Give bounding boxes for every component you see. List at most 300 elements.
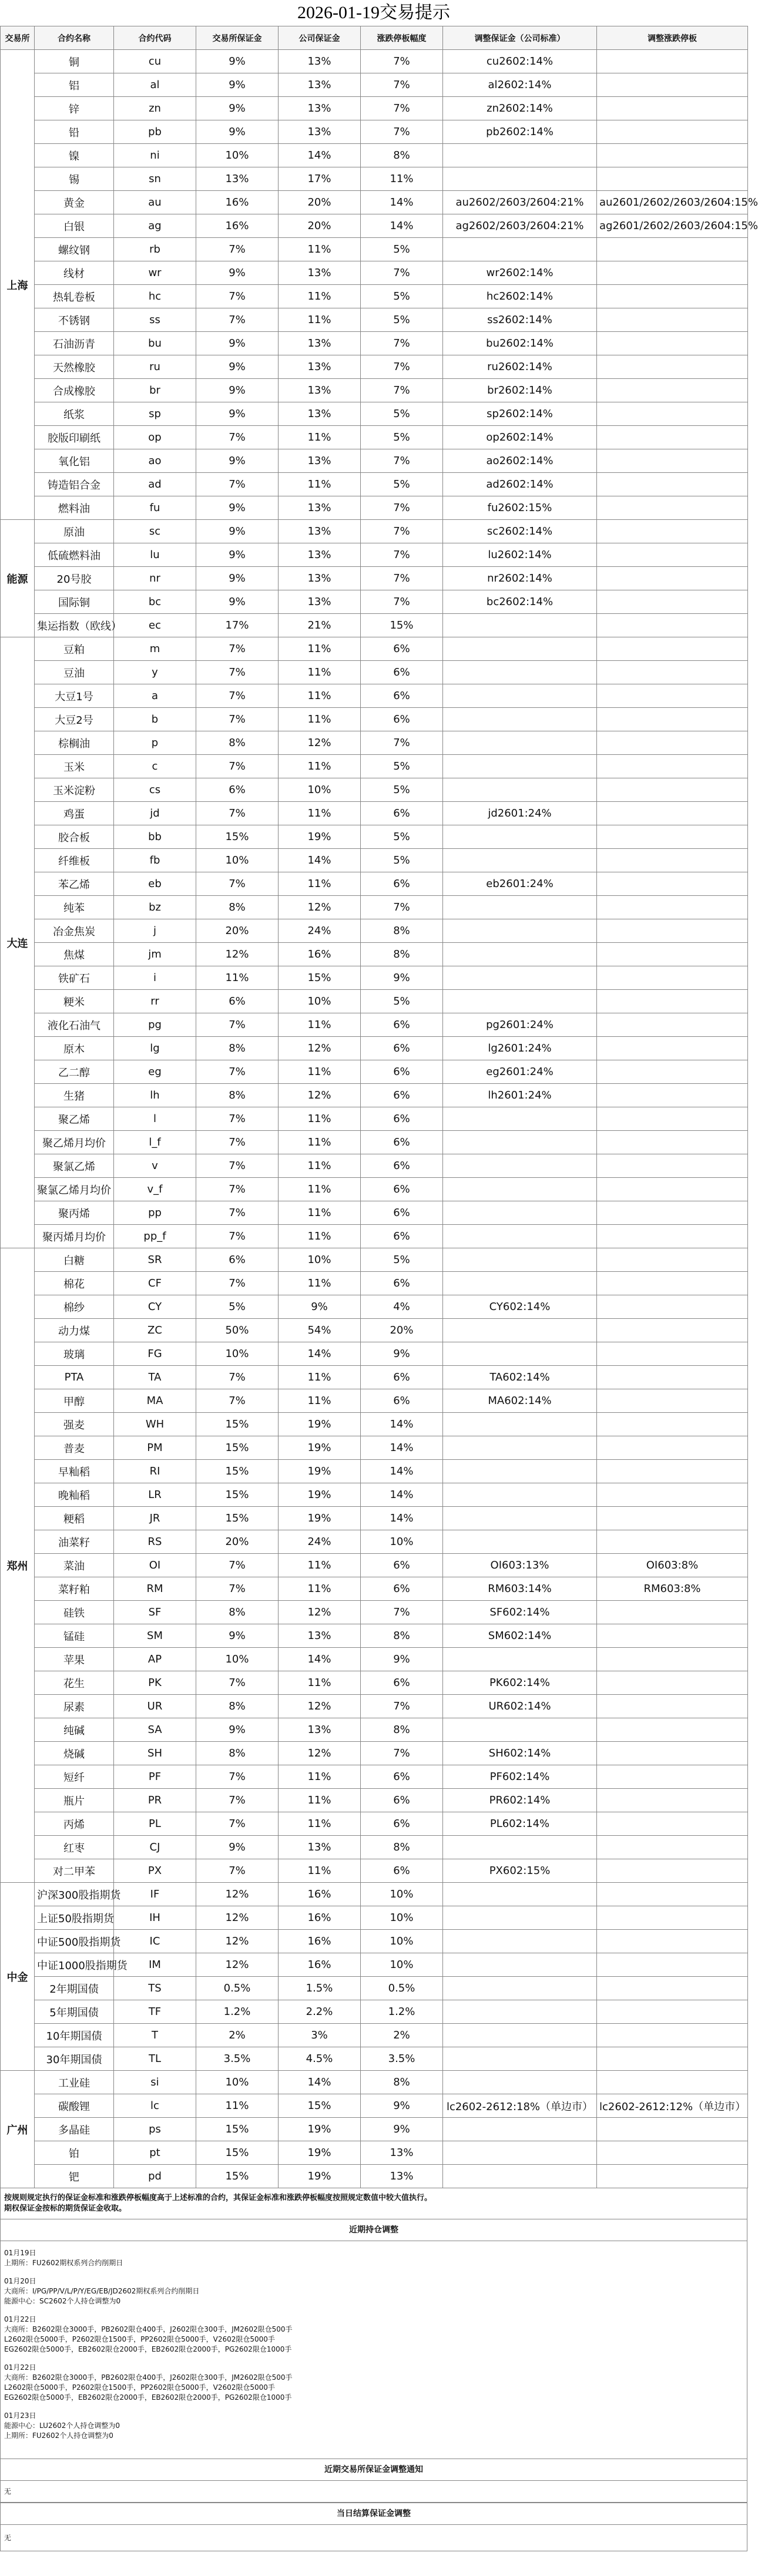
adjusted-margin-cell bbox=[443, 1272, 597, 1295]
contract-name-cell: 黄金 bbox=[35, 191, 114, 214]
contract-name-cell: 纤维板 bbox=[35, 849, 114, 872]
price-limit-cell: 7% bbox=[361, 332, 443, 355]
table-row bbox=[1, 1295, 748, 1319]
adjusted-margin-cell: fu2602:15% bbox=[443, 496, 597, 520]
price-limit-cell: 10% bbox=[361, 1530, 443, 1554]
price-limit-cell: 5% bbox=[361, 778, 443, 802]
adjusted-margin-cell bbox=[443, 1836, 597, 1859]
adjusted-margin-cell: PF602:14% bbox=[443, 1765, 597, 1789]
adjusted-margin-cell bbox=[443, 896, 597, 919]
company-margin-cell: 14% bbox=[279, 1342, 361, 1366]
recent-adjustment-line: 大商所：B2602限仓3000手，PB2602限仓400手，J2602限仓300手，JM2602限仓500手 bbox=[4, 2325, 293, 2333]
company-margin-cell: 19% bbox=[279, 1460, 361, 1483]
adjusted-margin-cell bbox=[443, 1883, 597, 1906]
adjusted-margin-cell bbox=[443, 167, 597, 191]
price-limit-cell: 14% bbox=[361, 191, 443, 214]
contract-code-cell: ni bbox=[114, 144, 196, 167]
adjusted-limit-cell bbox=[597, 567, 748, 590]
company-margin-cell: 13% bbox=[279, 402, 361, 426]
contract-code-cell: PR bbox=[114, 1789, 196, 1812]
exchange-cell: 郑州 bbox=[1, 1248, 35, 1883]
contract-name-cell: 聚丙烯月均价 bbox=[35, 1225, 114, 1248]
company-margin-cell: 11% bbox=[279, 637, 361, 661]
contract-code-cell: pt bbox=[114, 2141, 196, 2165]
table-row bbox=[1, 261, 748, 285]
exchange-margin-cell: 10% bbox=[196, 849, 279, 872]
exchange-margin-cell: 15% bbox=[196, 1413, 279, 1436]
adjusted-margin-cell bbox=[443, 919, 597, 943]
exchange-margin-cell: 11% bbox=[196, 2094, 279, 2118]
adjusted-margin-cell: cu2602:14% bbox=[443, 50, 597, 73]
exchange-margin-cell: 7% bbox=[196, 708, 279, 731]
contract-code-cell: rb bbox=[114, 238, 196, 261]
price-limit-cell: 9% bbox=[361, 2094, 443, 2118]
adjusted-limit-cell bbox=[597, 849, 748, 872]
adjusted-limit-cell bbox=[597, 1648, 748, 1671]
contract-code-cell: eb bbox=[114, 872, 196, 896]
adjusted-margin-cell bbox=[443, 2141, 597, 2165]
contract-code-cell: MA bbox=[114, 1389, 196, 1413]
exchange-margin-cell: 12% bbox=[196, 1930, 279, 1953]
price-limit-cell: 13% bbox=[361, 2141, 443, 2165]
exchange-margin-cell: 9% bbox=[196, 496, 279, 520]
contract-name-cell: 晚籼稻 bbox=[35, 1483, 114, 1507]
adjusted-margin-cell: PL602:14% bbox=[443, 1812, 597, 1836]
exchange-margin-cell: 0.5% bbox=[196, 1977, 279, 2000]
contract-code-cell: CY bbox=[114, 1295, 196, 1319]
contract-name-cell: 苹果 bbox=[35, 1648, 114, 1671]
adjusted-limit-cell bbox=[597, 1812, 748, 1836]
exchange-margin-cell: 7% bbox=[196, 802, 279, 825]
adjusted-margin-cell bbox=[443, 1718, 597, 1742]
exchange-margin-cell: 7% bbox=[196, 1765, 279, 1789]
header-contract-name: 合约名称 bbox=[35, 26, 114, 50]
adjusted-limit-cell bbox=[597, 1930, 748, 1953]
price-limit-cell: 14% bbox=[361, 1507, 443, 1530]
contract-code-cell: TA bbox=[114, 1366, 196, 1389]
adjusted-margin-cell bbox=[443, 1225, 597, 1248]
contract-name-cell: 粳米 bbox=[35, 990, 114, 1013]
table-row bbox=[1, 966, 748, 990]
exchange-margin-cell: 8% bbox=[196, 896, 279, 919]
adjusted-margin-cell bbox=[443, 1107, 597, 1131]
company-margin-cell: 11% bbox=[279, 802, 361, 825]
exchange-margin-cell: 7% bbox=[196, 1789, 279, 1812]
table-row bbox=[1, 1342, 748, 1366]
price-limit-cell: 7% bbox=[361, 261, 443, 285]
exchange-margin-cell: 15% bbox=[196, 825, 279, 849]
company-margin-cell: 13% bbox=[279, 355, 361, 379]
table-row bbox=[1, 1718, 748, 1742]
contract-name-cell: 短纤 bbox=[35, 1765, 114, 1789]
adjusted-limit-cell bbox=[597, 1460, 748, 1483]
adjusted-margin-cell bbox=[443, 2071, 597, 2094]
exchange-margin-cell: 1.2% bbox=[196, 2000, 279, 2024]
contract-name-cell: 液化石油气 bbox=[35, 1013, 114, 1037]
exchange-margin-cell: 11% bbox=[196, 966, 279, 990]
exchange-margin-cell: 8% bbox=[196, 1601, 279, 1624]
table-row bbox=[1, 1483, 748, 1507]
contract-name-cell: 瓶片 bbox=[35, 1789, 114, 1812]
company-margin-cell: 11% bbox=[279, 1013, 361, 1037]
exchange-margin-cell: 7% bbox=[196, 1812, 279, 1836]
exchange-margin-cell: 7% bbox=[196, 426, 279, 449]
table-row bbox=[1, 73, 748, 97]
table-row bbox=[1, 661, 748, 684]
exchange-margin-cell: 7% bbox=[196, 872, 279, 896]
adjusted-limit-cell bbox=[597, 1154, 748, 1178]
price-limit-cell: 7% bbox=[361, 543, 443, 567]
table-row bbox=[1, 2000, 748, 2024]
company-margin-cell: 13% bbox=[279, 261, 361, 285]
contract-code-cell: RS bbox=[114, 1530, 196, 1554]
adjusted-limit-cell bbox=[597, 1742, 748, 1765]
table-row bbox=[1, 1389, 748, 1413]
adjusted-limit-cell bbox=[597, 896, 748, 919]
table-row bbox=[1, 285, 748, 308]
company-margin-cell: 19% bbox=[279, 1483, 361, 1507]
adjusted-limit-cell bbox=[597, 50, 748, 73]
contract-name-cell: PTA bbox=[35, 1366, 114, 1389]
contract-code-cell: rr bbox=[114, 990, 196, 1013]
contract-name-cell: 动力煤 bbox=[35, 1319, 114, 1342]
adjusted-limit-cell bbox=[597, 1060, 748, 1084]
adjusted-margin-cell bbox=[443, 1507, 597, 1530]
table-row bbox=[1, 567, 748, 590]
exchange-margin-cell: 9% bbox=[196, 402, 279, 426]
contract-code-cell: zn bbox=[114, 97, 196, 120]
exchange-margin-cell: 7% bbox=[196, 1201, 279, 1225]
company-margin-cell: 11% bbox=[279, 1201, 361, 1225]
exchange-margin-cell: 10% bbox=[196, 1342, 279, 1366]
exchange-margin-cell: 7% bbox=[196, 1060, 279, 1084]
adjusted-limit-cell bbox=[597, 1530, 748, 1554]
company-margin-cell: 11% bbox=[279, 1178, 361, 1201]
adjusted-limit-cell bbox=[597, 1906, 748, 1930]
contract-code-cell: AP bbox=[114, 1648, 196, 1671]
table-row bbox=[1, 1460, 748, 1483]
contract-code-cell: SR bbox=[114, 1248, 196, 1272]
exchange-margin-cell: 7% bbox=[196, 473, 279, 496]
contract-code-cell: RM bbox=[114, 1577, 196, 1601]
adjusted-margin-cell: jd2601:24% bbox=[443, 802, 597, 825]
adjusted-margin-cell: lh2601:24% bbox=[443, 1084, 597, 1107]
adjusted-margin-cell: MA602:14% bbox=[443, 1389, 597, 1413]
company-margin-cell: 12% bbox=[279, 1084, 361, 1107]
price-limit-cell: 6% bbox=[361, 872, 443, 896]
contract-code-cell: v_f bbox=[114, 1178, 196, 1201]
table-row bbox=[1, 778, 748, 802]
table-row bbox=[1, 590, 748, 614]
adjusted-margin-cell: zn2602:14% bbox=[443, 97, 597, 120]
price-limit-cell: 5% bbox=[361, 285, 443, 308]
company-margin-cell: 10% bbox=[279, 1248, 361, 1272]
recent-adjustment-date: 01月19日 bbox=[4, 2249, 36, 2257]
table-row bbox=[1, 849, 748, 872]
table-row bbox=[1, 238, 748, 261]
contract-code-cell: op bbox=[114, 426, 196, 449]
adjusted-limit-cell bbox=[597, 1436, 748, 1460]
exchange-margin-cell: 8% bbox=[196, 731, 279, 755]
exchange-margin-cell: 9% bbox=[196, 332, 279, 355]
company-margin-cell: 11% bbox=[279, 1366, 361, 1389]
table-row bbox=[1, 943, 748, 966]
exchange-margin-cell: 7% bbox=[196, 684, 279, 708]
adjusted-margin-cell bbox=[443, 849, 597, 872]
adjusted-margin-cell bbox=[443, 2165, 597, 2188]
exchange-margin-cell: 15% bbox=[196, 1436, 279, 1460]
exchange-margin-cell: 20% bbox=[196, 919, 279, 943]
company-margin-cell: 11% bbox=[279, 426, 361, 449]
recent-adjustment-block bbox=[4, 2411, 743, 2441]
company-margin-cell: 13% bbox=[279, 50, 361, 73]
adjusted-margin-cell: SH602:14% bbox=[443, 1742, 597, 1765]
contract-code-cell: sn bbox=[114, 167, 196, 191]
contract-code-cell: PF bbox=[114, 1765, 196, 1789]
table-row bbox=[1, 896, 748, 919]
price-limit-cell: 6% bbox=[361, 1859, 443, 1883]
contract-code-cell: OI bbox=[114, 1554, 196, 1577]
table-row bbox=[1, 990, 748, 1013]
company-margin-cell: 13% bbox=[279, 379, 361, 402]
exchange-margin-cell: 9% bbox=[196, 120, 279, 144]
contract-code-cell: sc bbox=[114, 520, 196, 543]
company-margin-cell: 12% bbox=[279, 1601, 361, 1624]
contract-code-cell: fb bbox=[114, 849, 196, 872]
adjusted-limit-cell bbox=[597, 1225, 748, 1248]
company-margin-cell: 11% bbox=[279, 684, 361, 708]
recent-adjustment-line: 能源中心：SC2602个人持仓调整为0 bbox=[4, 2297, 121, 2305]
contract-name-cell: 纯苯 bbox=[35, 896, 114, 919]
price-limit-cell: 14% bbox=[361, 214, 443, 238]
recent-adjustment-line: 上期所：FU2602期权系列合约削期日 bbox=[4, 2259, 123, 2267]
adjusted-limit-cell bbox=[597, 1671, 748, 1695]
contract-code-cell: pd bbox=[114, 2165, 196, 2188]
contract-name-cell: 胶合板 bbox=[35, 825, 114, 849]
price-limit-cell: 5% bbox=[361, 825, 443, 849]
price-limit-cell: 7% bbox=[361, 1742, 443, 1765]
contract-name-cell: 白糖 bbox=[35, 1248, 114, 1272]
contract-name-cell: 胶版印刷纸 bbox=[35, 426, 114, 449]
adjusted-limit-cell bbox=[597, 1295, 748, 1319]
company-margin-cell: 1.5% bbox=[279, 1977, 361, 2000]
adjusted-limit-cell bbox=[597, 1366, 748, 1389]
table-header-row bbox=[1, 26, 748, 50]
adjusted-limit-cell bbox=[597, 637, 748, 661]
adjusted-margin-cell bbox=[443, 1342, 597, 1366]
table-row bbox=[1, 308, 748, 332]
price-limit-cell: 7% bbox=[361, 120, 443, 144]
contract-name-cell: 氧化铝 bbox=[35, 449, 114, 473]
contract-name-cell: 工业硅 bbox=[35, 2071, 114, 2094]
table-row bbox=[1, 1037, 748, 1060]
contract-name-cell: 乙二醇 bbox=[35, 1060, 114, 1084]
table-row bbox=[1, 684, 748, 708]
recent-adjustment-line: L2602限仓5000手，P2602限仓1500手，PP2602限仓5000手，V2602限仓5000手 bbox=[4, 2335, 275, 2343]
adjusted-margin-cell bbox=[443, 708, 597, 731]
price-limit-cell: 6% bbox=[361, 1812, 443, 1836]
company-margin-cell: 14% bbox=[279, 144, 361, 167]
table-row bbox=[1, 2165, 748, 2188]
table-row bbox=[1, 214, 748, 238]
notice-text bbox=[1, 2188, 747, 2219]
contract-code-cell: PX bbox=[114, 1859, 196, 1883]
adjusted-margin-cell: lg2601:24% bbox=[443, 1037, 597, 1060]
table-row bbox=[1, 872, 748, 896]
contract-name-cell: 烧碱 bbox=[35, 1742, 114, 1765]
table-row bbox=[1, 802, 748, 825]
adjusted-margin-cell bbox=[443, 1906, 597, 1930]
exchange-margin-cell: 7% bbox=[196, 1178, 279, 1201]
company-margin-cell: 11% bbox=[279, 755, 361, 778]
exchange-margin-cell: 9% bbox=[196, 449, 279, 473]
exchange-margin-cell: 7% bbox=[196, 1013, 279, 1037]
price-limit-cell: 9% bbox=[361, 1648, 443, 1671]
contract-code-cell: PK bbox=[114, 1671, 196, 1695]
adjusted-margin-cell bbox=[443, 614, 597, 637]
company-margin-cell: 13% bbox=[279, 1718, 361, 1742]
company-margin-cell: 11% bbox=[279, 473, 361, 496]
price-limit-cell: 6% bbox=[361, 1366, 443, 1389]
settlement-margin-heading: 近期交易所保证金调整通知 bbox=[1, 2459, 747, 2481]
price-limit-cell: 6% bbox=[361, 1060, 443, 1084]
adjusted-limit-cell bbox=[597, 473, 748, 496]
exchange-margin-cell: 15% bbox=[196, 2165, 279, 2188]
exchange-margin-cell: 17% bbox=[196, 614, 279, 637]
company-margin-cell: 11% bbox=[279, 308, 361, 332]
contract-code-cell: br bbox=[114, 379, 196, 402]
table-row bbox=[1, 1272, 748, 1295]
price-limit-cell: 10% bbox=[361, 1883, 443, 1906]
contract-code-cell: pb bbox=[114, 120, 196, 144]
adjusted-limit-cell bbox=[597, 1131, 748, 1154]
company-margin-cell: 13% bbox=[279, 1624, 361, 1648]
adjusted-limit-cell bbox=[597, 708, 748, 731]
exchange-cell: 上海 bbox=[1, 50, 35, 520]
contract-name-cell: 焦煤 bbox=[35, 943, 114, 966]
exchange-margin-cell: 9% bbox=[196, 567, 279, 590]
company-margin-cell: 17% bbox=[279, 167, 361, 191]
contract-code-cell: IM bbox=[114, 1953, 196, 1977]
contract-code-cell: fu bbox=[114, 496, 196, 520]
company-margin-cell: 11% bbox=[279, 1789, 361, 1812]
price-limit-cell: 11% bbox=[361, 167, 443, 191]
margin-table bbox=[0, 26, 758, 2188]
contract-name-cell: 苯乙烯 bbox=[35, 872, 114, 896]
table-row bbox=[1, 1248, 748, 1272]
table-row bbox=[1, 2024, 748, 2047]
table-row bbox=[1, 144, 748, 167]
contract-name-cell: 聚乙烯 bbox=[35, 1107, 114, 1131]
adjusted-margin-cell: bc2602:14% bbox=[443, 590, 597, 614]
company-margin-cell: 11% bbox=[279, 708, 361, 731]
table-row bbox=[1, 1977, 748, 2000]
table-row bbox=[1, 1953, 748, 1977]
price-limit-cell: 6% bbox=[361, 802, 443, 825]
table-row bbox=[1, 2094, 748, 2118]
contract-code-cell: ZC bbox=[114, 1319, 196, 1342]
table-row bbox=[1, 191, 748, 214]
exchange-margin-cell: 7% bbox=[196, 285, 279, 308]
table-row bbox=[1, 2047, 748, 2071]
table-row bbox=[1, 2071, 748, 2094]
adjusted-limit-cell bbox=[597, 1084, 748, 1107]
adjusted-limit-cell bbox=[597, 778, 748, 802]
table-row bbox=[1, 379, 748, 402]
company-margin-cell: 13% bbox=[279, 1836, 361, 1859]
exchange-margin-cell: 6% bbox=[196, 1248, 279, 1272]
company-margin-cell: 12% bbox=[279, 896, 361, 919]
contract-code-cell: jd bbox=[114, 802, 196, 825]
contract-name-cell: 生猪 bbox=[35, 1084, 114, 1107]
price-limit-cell: 3.5% bbox=[361, 2047, 443, 2071]
adjusted-limit-cell bbox=[597, 802, 748, 825]
price-limit-cell: 6% bbox=[361, 1389, 443, 1413]
exchange-margin-cell: 16% bbox=[196, 191, 279, 214]
adjusted-limit-cell bbox=[597, 285, 748, 308]
company-margin-cell: 11% bbox=[279, 1131, 361, 1154]
contract-name-cell: 聚丙烯 bbox=[35, 1201, 114, 1225]
company-margin-cell: 19% bbox=[279, 2165, 361, 2188]
table-row bbox=[1, 1554, 748, 1577]
adjusted-margin-cell bbox=[443, 1178, 597, 1201]
adjusted-limit-cell: lc2602-2612:12%（单边市） bbox=[597, 2094, 748, 2118]
company-margin-cell: 16% bbox=[279, 943, 361, 966]
exchange-margin-cell: 7% bbox=[196, 637, 279, 661]
contract-code-cell: RI bbox=[114, 1460, 196, 1483]
price-limit-cell: 7% bbox=[361, 97, 443, 120]
exchange-margin-cell: 9% bbox=[196, 355, 279, 379]
notes-section bbox=[0, 2188, 747, 2551]
exchange-margin-cell: 7% bbox=[196, 1389, 279, 1413]
price-limit-cell: 8% bbox=[361, 943, 443, 966]
contract-code-cell: pg bbox=[114, 1013, 196, 1037]
contract-code-cell: CF bbox=[114, 1272, 196, 1295]
company-margin-cell: 13% bbox=[279, 332, 361, 355]
adjusted-margin-cell bbox=[443, 2024, 597, 2047]
table-row bbox=[1, 1154, 748, 1178]
price-limit-cell: 6% bbox=[361, 1013, 443, 1037]
adjusted-margin-cell bbox=[443, 943, 597, 966]
adjusted-limit-cell bbox=[597, 1624, 748, 1648]
contract-code-cell: LR bbox=[114, 1483, 196, 1507]
adjusted-limit-cell bbox=[597, 1765, 748, 1789]
recent-adjustment-line: L2602限仓5000手，P2602限仓1500手，PP2602限仓5000手，V2602限仓5000手 bbox=[4, 2383, 275, 2392]
exchange-margin-cell: 9% bbox=[196, 97, 279, 120]
company-margin-cell: 15% bbox=[279, 2094, 361, 2118]
contract-name-cell: 鸡蛋 bbox=[35, 802, 114, 825]
company-margin-cell: 10% bbox=[279, 778, 361, 802]
adjusted-margin-cell bbox=[443, 1460, 597, 1483]
daily-margin-value: 无 bbox=[4, 2534, 12, 2542]
price-limit-cell: 6% bbox=[361, 708, 443, 731]
adjusted-limit-cell bbox=[597, 261, 748, 285]
adjusted-limit-cell bbox=[597, 943, 748, 966]
contract-code-cell: nr bbox=[114, 567, 196, 590]
contract-code-cell: ps bbox=[114, 2118, 196, 2141]
adjusted-limit-cell bbox=[597, 1037, 748, 1060]
price-limit-cell: 6% bbox=[361, 1037, 443, 1060]
contract-code-cell: UR bbox=[114, 1695, 196, 1718]
exchange-margin-cell: 8% bbox=[196, 1037, 279, 1060]
adjusted-margin-cell: bu2602:14% bbox=[443, 332, 597, 355]
table-row bbox=[1, 355, 748, 379]
adjusted-limit-cell bbox=[597, 2165, 748, 2188]
contract-name-cell: 中证1000股指期货 bbox=[35, 1953, 114, 1977]
exchange-margin-cell: 15% bbox=[196, 2118, 279, 2141]
header-contract-code: 合约代码 bbox=[114, 26, 196, 50]
exchange-margin-cell: 8% bbox=[196, 1695, 279, 1718]
